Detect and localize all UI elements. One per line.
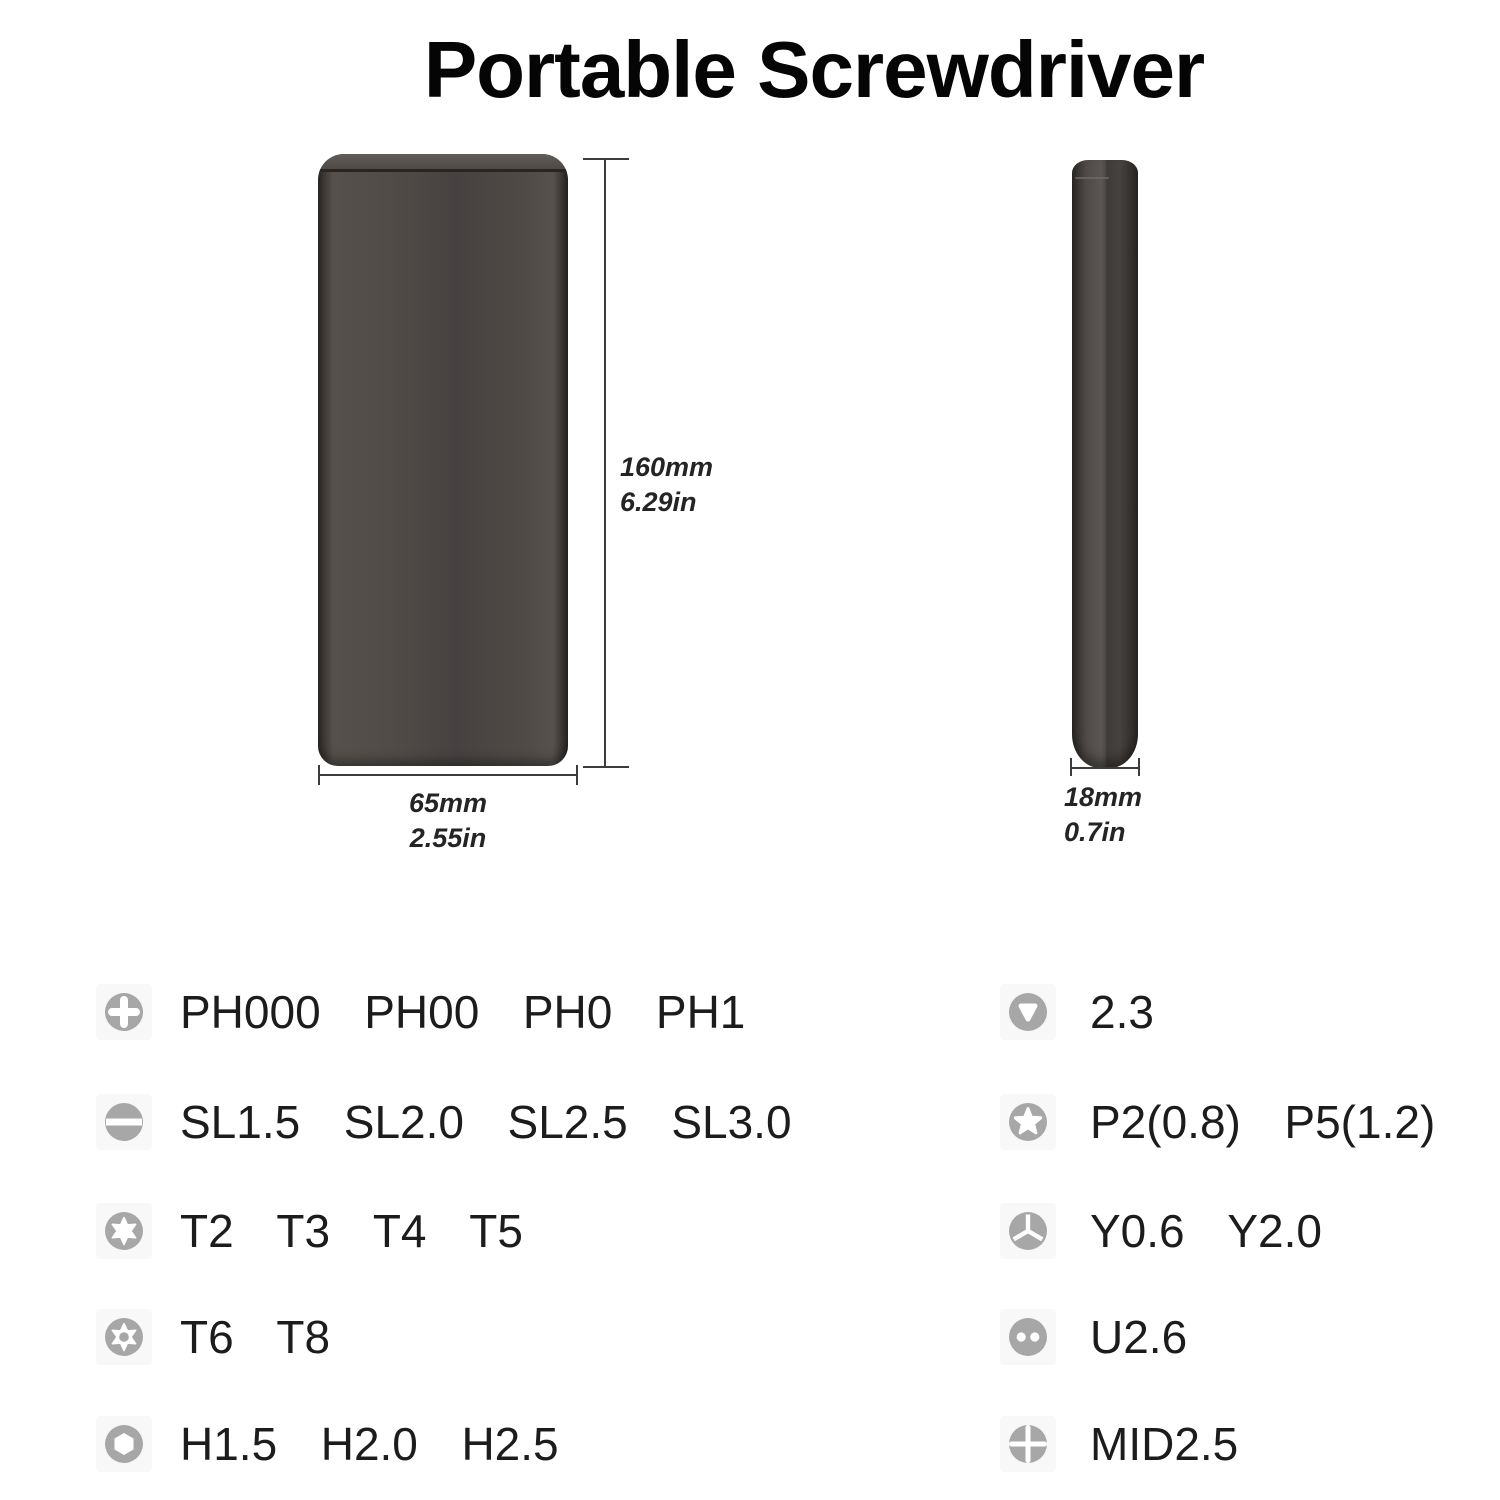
front-height-dim-bottom-tick <box>583 766 629 768</box>
bit-sizes-torx: T2 T3 T4 T5 <box>180 1205 523 1257</box>
side-width-in: 0.7in <box>1064 817 1126 848</box>
bit-row-torx <box>96 1203 523 1259</box>
front-height-mm: 160mm <box>620 452 714 482</box>
side-width-dim-right-tick <box>1138 758 1140 776</box>
side-cap-seam <box>1075 177 1109 179</box>
front-height-dim-top-tick <box>583 158 629 160</box>
pentalobe-bit-icon <box>1000 1094 1056 1150</box>
bit-row-hex <box>96 1416 559 1472</box>
front-height-in: 6.29in <box>620 487 697 518</box>
u-type-bit-icon <box>1000 1309 1056 1365</box>
bit-row-triangle <box>1000 984 1154 1040</box>
front-width-in: 2.55in <box>409 823 487 854</box>
bit-sizes-slotted: SL1.5 SL2.0 SL2.5 SL3.0 <box>180 1096 792 1148</box>
torx-security-bit-icon <box>96 1309 152 1365</box>
bit-row-y-type <box>1000 1203 1322 1259</box>
front-height-label <box>620 450 713 520</box>
page-title: Portable Screwdriver <box>423 25 1205 114</box>
screwdriver-cap <box>318 154 568 172</box>
torx-bit-icon <box>96 1203 152 1259</box>
cross-bit-icon <box>1000 1416 1056 1472</box>
bit-sizes-cross: MID2.5 <box>1090 1418 1239 1470</box>
bit-row-phillips <box>96 984 745 1040</box>
bit-sizes-phillips: PH000 PH00 PH0 PH1 <box>180 986 746 1038</box>
bit-row-slotted <box>96 1094 792 1150</box>
bit-row-pentalobe <box>1000 1094 1435 1150</box>
bit-sizes-torx-security: T6 T8 <box>180 1311 331 1363</box>
screwdriver-side-view <box>1072 160 1138 768</box>
bit-row-torx-security <box>96 1309 330 1365</box>
bit-sizes-triangle: 2.3 <box>1090 986 1154 1038</box>
side-width-mm: 18mm <box>1064 782 1143 812</box>
y-type-bit-icon <box>1000 1203 1056 1259</box>
hex-bit-icon <box>96 1416 152 1472</box>
triangle-bit-icon <box>1000 984 1056 1040</box>
bit-row-u-type <box>1000 1309 1187 1365</box>
front-width-dim-right-tick <box>576 765 578 785</box>
front-height-dim-line <box>604 158 606 768</box>
side-width-dim-line <box>1070 767 1140 769</box>
screwdriver-front-view <box>318 154 568 766</box>
bit-sizes-pentalobe: P2(0.8) P5(1.2) <box>1090 1096 1436 1148</box>
side-width-label <box>1064 780 1142 850</box>
phillips-bit-icon <box>96 984 152 1040</box>
bit-sizes-hex: H1.5 H2.0 H2.5 <box>180 1418 559 1470</box>
bit-sizes-u-type: U2.6 <box>1090 1311 1188 1363</box>
bit-row-cross <box>1000 1416 1238 1472</box>
front-width-dim-line <box>318 774 578 776</box>
slotted-bit-icon <box>96 1094 152 1150</box>
front-width-label <box>318 786 578 856</box>
bit-sizes-y-type: Y0.6 Y2.0 <box>1090 1205 1322 1257</box>
front-width-mm: 65mm <box>408 788 488 818</box>
